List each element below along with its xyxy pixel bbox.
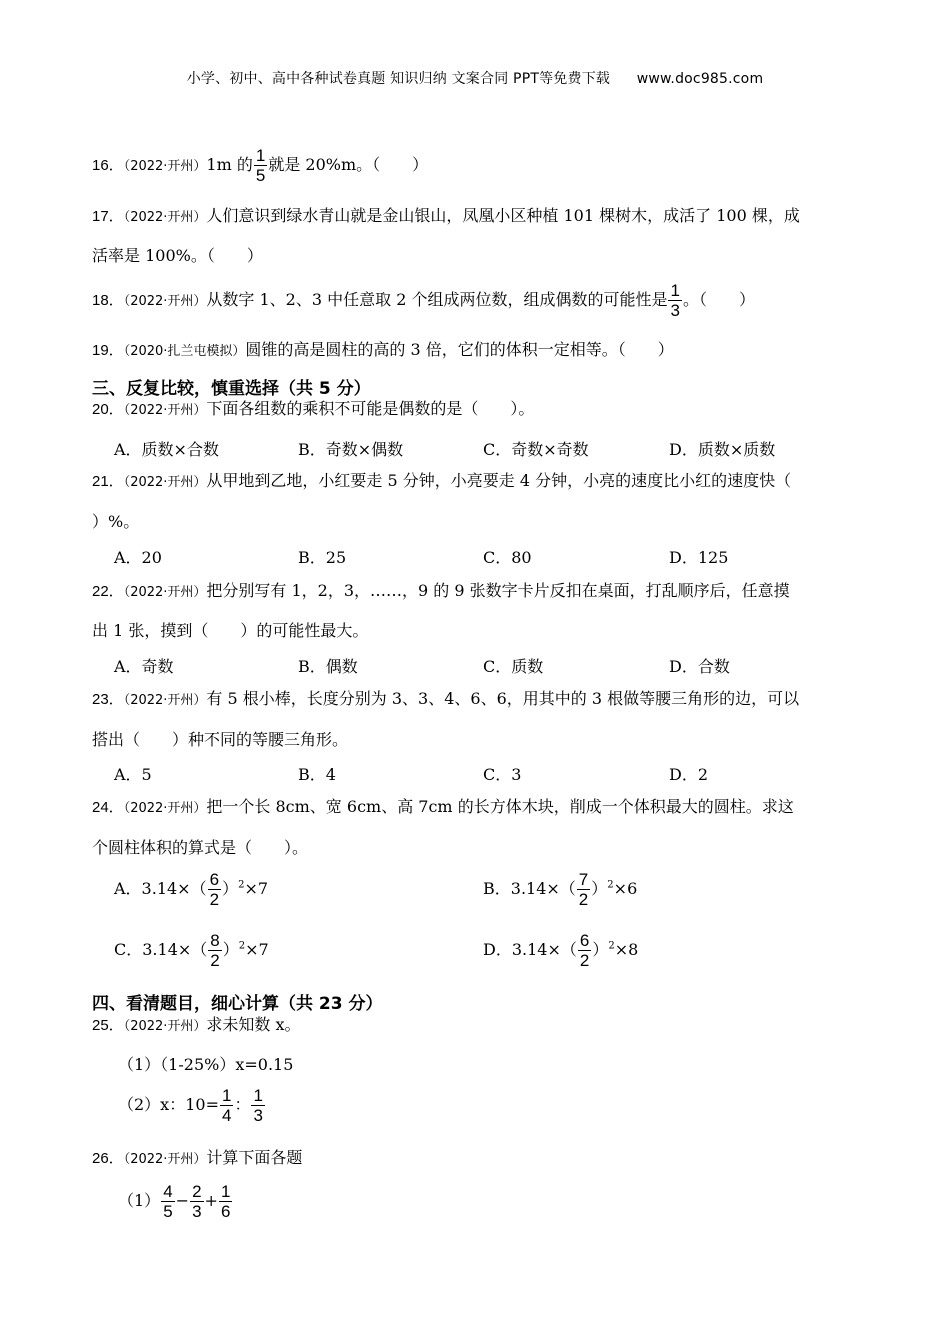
question-22 <box>92 580 790 604</box>
question-number: 20． <box>92 401 124 418</box>
question-text: 从数字 1、2、3 中任意取 2 个组成两位数，组成偶数的可能性是 <box>206 290 668 309</box>
option-c[interactable]: C．3.14×（ $\frac{8}{2}$ ）$^2$×7 <box>114 931 269 970</box>
subquestion-1: （1）（1-25%）x=0.15 <box>118 1055 294 1074</box>
question-text: 。（ ） <box>682 290 755 309</box>
question-source: （2022·开州） <box>123 159 207 174</box>
option-b[interactable]: B．3.14×（ $\frac{7}{2}$ ）$^2$×6 <box>483 870 638 909</box>
question-source: （2022·开州） <box>123 801 207 816</box>
fraction: $\frac{1}{6}$ <box>220 1182 231 1221</box>
fraction: $\frac{6}{2}$ <box>209 870 220 909</box>
header-url[interactable]: www.doc985.com <box>636 71 764 87</box>
option-d[interactable]: D．125 <box>669 548 729 567</box>
question-number: 19． <box>92 342 124 359</box>
question-23-cont: 搭出（ ）种不同的等腰三角形。 <box>92 730 349 749</box>
fraction: $\frac{6}{2}$ <box>579 931 590 970</box>
question-23 <box>92 688 799 712</box>
question-17-cont: 活率是 100%。（ ） <box>92 246 263 265</box>
question-source: （2022·开州） <box>123 585 207 600</box>
option-b[interactable]: B．25 <box>298 548 347 567</box>
question-source: （2022·开州） <box>123 403 207 418</box>
question-source: （2022·开州） <box>123 210 207 225</box>
option-d[interactable]: D．合数 <box>669 657 730 676</box>
question-18 <box>92 281 755 320</box>
option-a[interactable]: A．5 <box>114 765 152 784</box>
fraction: $\frac{1}{3}$ <box>670 281 680 320</box>
question-source: （2022·开州） <box>123 475 207 490</box>
question-number: 21． <box>92 473 124 490</box>
option-c[interactable]: C．奇数×奇数 <box>483 440 589 459</box>
question-25 <box>92 1014 301 1038</box>
question-text: 把分别写有 1，2，3，……，9 的 9 张数字卡片反扣在桌面，打乱顺序后，任意摸 <box>206 581 790 600</box>
option-d[interactable]: D．2 <box>669 765 709 784</box>
option-a[interactable]: A．3.14×（ $\frac{6}{2}$ ）$^2$×7 <box>114 870 269 909</box>
subquestion-2: （2）x：10= $\frac{1}{4}$ ： $\frac{1}{3}$ <box>118 1086 263 1125</box>
question-source: （2020·扎兰屯模拟） <box>123 344 246 359</box>
question-number: 25． <box>92 1017 124 1034</box>
option-a[interactable]: A．20 <box>114 548 162 567</box>
question-text: 1m 的 <box>206 155 253 174</box>
question-number: 18． <box>92 292 124 309</box>
question-21 <box>92 470 791 494</box>
subquestion-1: （1） $\frac{4}{5}$ − $\frac{2}{3}$ + $\frac{1}{6}$ <box>118 1182 231 1221</box>
page-header <box>0 68 950 88</box>
question-number: 17． <box>92 208 124 225</box>
question-16 <box>92 146 428 185</box>
question-text: 就是 20%m。（ ） <box>268 155 429 174</box>
question-number: 26． <box>92 1150 124 1167</box>
question-text: 圆锥的高是圆柱的高的 3 倍，它们的体积一定相等。（ ） <box>245 340 674 359</box>
question-text: 有 5 根小棒，长度分别为 3、3、4、6、6，用其中的 3 根做等腰三角形的边，可以 <box>206 689 800 708</box>
question-number: 24． <box>92 799 124 816</box>
question-24-cont: 个圆柱体积的算式是（ ）。 <box>92 838 309 857</box>
option-d[interactable]: D．质数×质数 <box>669 440 776 459</box>
question-source: （2022·开州） <box>123 294 207 309</box>
question-text: 从甲地到乙地，小红要走 5 分钟，小亮要走 4 分钟，小亮的速度比小红的速度快（ <box>206 471 792 490</box>
question-26 <box>92 1147 302 1171</box>
question-source: （2022·开州） <box>123 1152 207 1167</box>
question-source: （2022·开州） <box>123 1019 207 1034</box>
fraction: $\frac{7}{2}$ <box>578 870 589 909</box>
header-text: 小学、初中、高中各种试卷真题 知识归纳 文案合同 PPT等免费下载 <box>186 71 611 87</box>
option-d[interactable]: D．3.14×（ $\frac{6}{2}$ ）$^2$×8 <box>483 931 639 970</box>
option-b[interactable]: B．奇数×偶数 <box>298 440 404 459</box>
fraction: $\frac{1}{3}$ <box>253 1086 263 1125</box>
fraction: $\frac{8}{2}$ <box>210 931 220 970</box>
question-text: 把一个长 8cm、宽 6cm、高 7cm 的长方体木块，削成一个体积最大的圆柱。求这 <box>206 797 794 816</box>
section-heading-4: 四、看清题目，细心计算（共 23 分） <box>92 994 383 1014</box>
option-a[interactable]: A．奇数 <box>114 657 174 676</box>
question-21-cont: ）%。 <box>92 512 140 531</box>
question-17 <box>92 205 800 229</box>
option-c[interactable]: C．80 <box>483 548 532 567</box>
question-text: 下面各组数的乘积不可能是偶数的是（ ）。 <box>206 399 535 418</box>
question-text: 计算下面各题 <box>206 1148 303 1167</box>
question-22-cont: 出 1 张，摸到（ ）的可能性最大。 <box>92 621 369 640</box>
option-b[interactable]: B．4 <box>298 765 336 784</box>
question-20 <box>92 398 534 422</box>
fraction: $\frac{1}{5}$ <box>255 146 266 185</box>
option-c[interactable]: C．质数 <box>483 657 544 676</box>
question-text: 求未知数 x。 <box>206 1015 301 1034</box>
option-b[interactable]: B．偶数 <box>298 657 358 676</box>
question-number: 22． <box>92 583 124 600</box>
question-source: （2022·开州） <box>123 693 207 708</box>
question-number: 16． <box>92 157 124 174</box>
section-heading-3: 三、反复比较，慎重选择（共 5 分） <box>92 379 371 399</box>
question-text: 人们意识到绿水青山就是金山银山，凤凰小区种植 101 棵树木，成活了 100 棵，成 <box>206 206 800 225</box>
fraction: $\frac{1}{4}$ <box>221 1086 232 1125</box>
question-24 <box>92 796 794 820</box>
fraction: $\frac{4}{5}$ <box>163 1182 173 1221</box>
option-c[interactable]: C．3 <box>483 765 522 784</box>
question-19 <box>92 339 674 363</box>
question-number: 23． <box>92 691 124 708</box>
fraction: $\frac{2}{3}$ <box>192 1182 202 1221</box>
option-a[interactable]: A．质数×合数 <box>114 440 219 459</box>
